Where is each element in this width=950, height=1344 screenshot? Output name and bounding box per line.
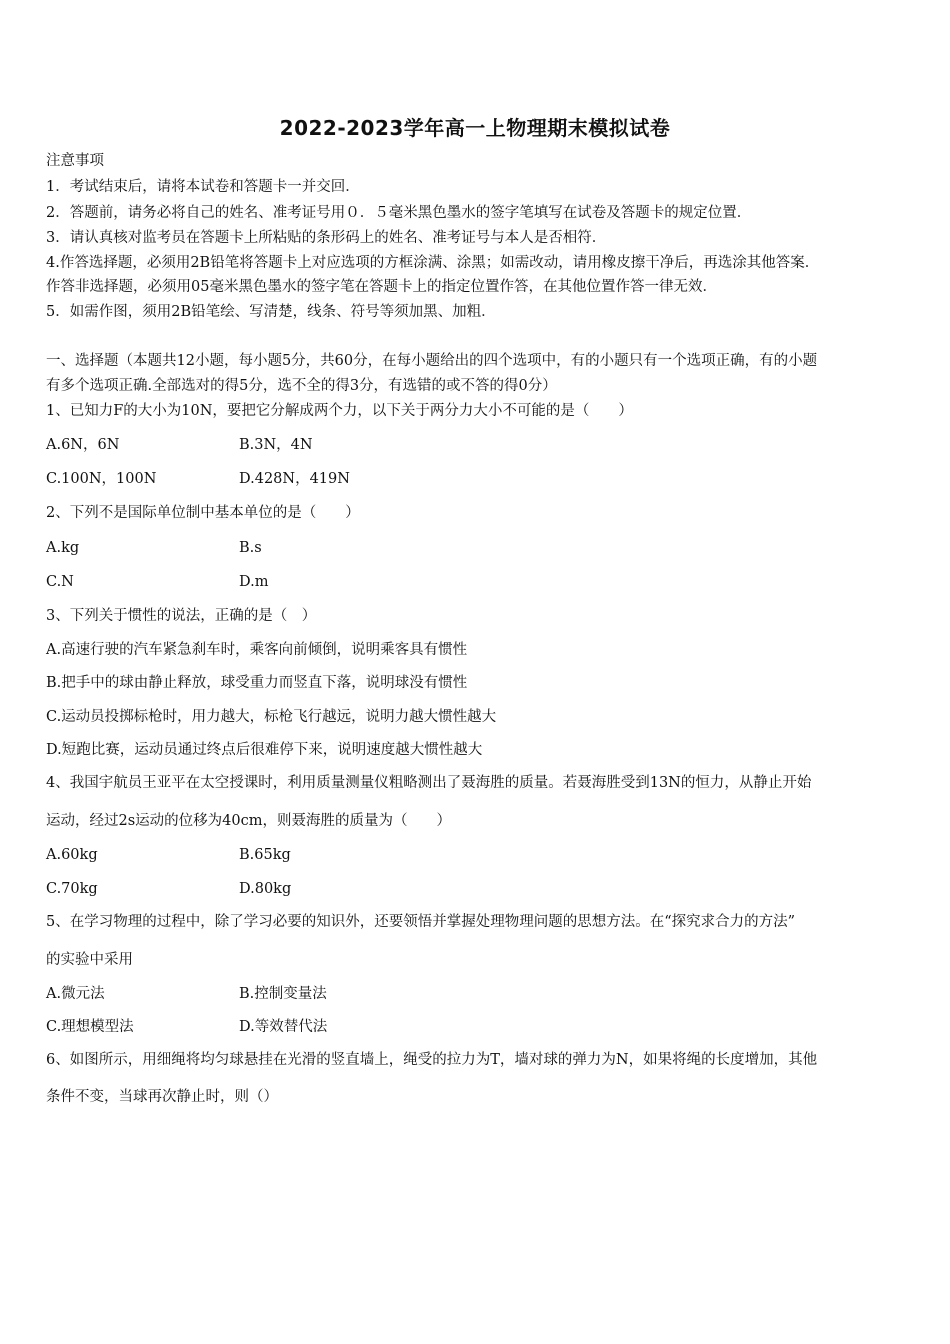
notice-item-5: 作答非选择题，必须用05毫米黑色墨水的签字笔在答题卡上的指定位置作答，在其他位置作答一律无效． — [46, 279, 717, 295]
notice-item-4: 4.作答选择题，必须用2B铅笔将答题卡上对应选项的方框涂满、涂黑；如需改动，请用橡皮擦干净后，再选涂其他答案． — [46, 255, 820, 271]
question-4-option-c: C.70kg — [46, 881, 98, 897]
question-5-option-b: B.控制变量法 — [239, 986, 327, 1002]
question-6-stem-line1: 6、如图所示，用细绳将均匀球悬挂在光滑的竖直墙上，绳受的拉力为T，墙对球的弹力为N，如果将绳的长度增加，其他 — [46, 1052, 818, 1068]
question-5-option-a: A.微元法 — [46, 986, 105, 1002]
question-4-option-d: D.80kg — [239, 881, 292, 897]
question-4-stem-line1: 4、我国宇航员王亚平在太空授课时，利用质量测量仪粗略测出了聂海胜的质量。若聂海胜受到13N的恒力，从静止开始 — [46, 775, 812, 791]
question-3-option-d: D.短跑比赛，运动员通过终点后很难停下来，说明速度越大惯性越大 — [46, 742, 483, 758]
section-heading-line2: 有多个选项正确.全部选对的得5分，选不全的得3分，有选错的或不答的得0分） — [46, 378, 557, 394]
question-1-option-d: D.428N，419N — [239, 471, 350, 487]
question-2-option-b: B.s — [239, 540, 262, 556]
question-2-option-c: C.N — [46, 574, 74, 590]
question-5-option-d: D.等效替代法 — [239, 1019, 328, 1035]
notice-item-3: 3．请认真核对监考员在答题卡上所粘贴的条形码上的姓名、准考证号与本人是否相符． — [46, 230, 607, 246]
question-4-option-b: B.65kg — [239, 847, 291, 863]
exam-title: 2022-2023学年高一上物理期末模拟试卷 — [279, 116, 671, 140]
notice-heading: 注意事项 — [46, 153, 104, 169]
question-1-option-b: B.3N，4N — [239, 437, 313, 453]
notice-item-6: 5．如需作图，须用2B铅笔绘、写清楚，线条、符号等须加黑、加粗． — [46, 304, 496, 320]
question-3-option-c: C.运动员投掷标枪时，用力越大，标枪飞行越远，说明力越大惯性越大 — [46, 709, 497, 725]
question-6-stem-line2: 条件不变，当球再次静止时，则（） — [46, 1089, 278, 1105]
question-3-option-a: A.高速行驶的汽车紧急刹车时，乘客向前倾倒，说明乘客具有惯性 — [46, 642, 468, 658]
question-1-stem: 1、已知力F的大小为10N，要把它分解成两个力，以下关于两分力大小不可能的是（ ） — [46, 403, 633, 419]
notice-item-1: 1．考试结束后，请将本试卷和答题卡一并交回． — [46, 179, 360, 195]
question-3-option-b: B.把手中的球由静止释放，球受重力而竖直下落，说明球没有惯性 — [46, 675, 468, 691]
question-5-stem-line2: 的实验中采用 — [46, 952, 133, 968]
question-1-option-a: A.6N，6N — [46, 437, 120, 453]
question-4-stem-line2: 运动，经过2s运动的位移为40cm，则聂海胜的质量为（ ） — [46, 813, 451, 829]
question-2-option-a: A.kg — [46, 540, 80, 556]
question-4-option-a: A.60kg — [46, 847, 98, 863]
notice-item-2: 2．答题前，请务必将自己的姓名、准考证号用０．５毫米黑色墨水的签字笔填写在试卷及答题卡的规定位置． — [46, 205, 752, 221]
question-3-stem: 3、下列关于惯性的说法，正确的是（ ） — [46, 608, 317, 624]
question-2-option-d: D.m — [239, 574, 269, 590]
question-2-stem: 2、下列不是国际单位制中基本单位的是（ ） — [46, 505, 360, 521]
question-5-stem-line1: 5、在学习物理的过程中，除了学习必要的知识外，还要领悟并掌握处理物理问题的思想方法。在“探究求合力的方法” — [46, 914, 796, 930]
question-5-option-c: C.理想模型法 — [46, 1019, 134, 1035]
question-1-option-c: C.100N，100N — [46, 471, 157, 487]
section-heading-line1: 一、选择题（本题共12小题，每小题5分，共60分，在每小题给出的四个选项中，有的小题只有一个选项正确，有的小题 — [46, 353, 818, 369]
